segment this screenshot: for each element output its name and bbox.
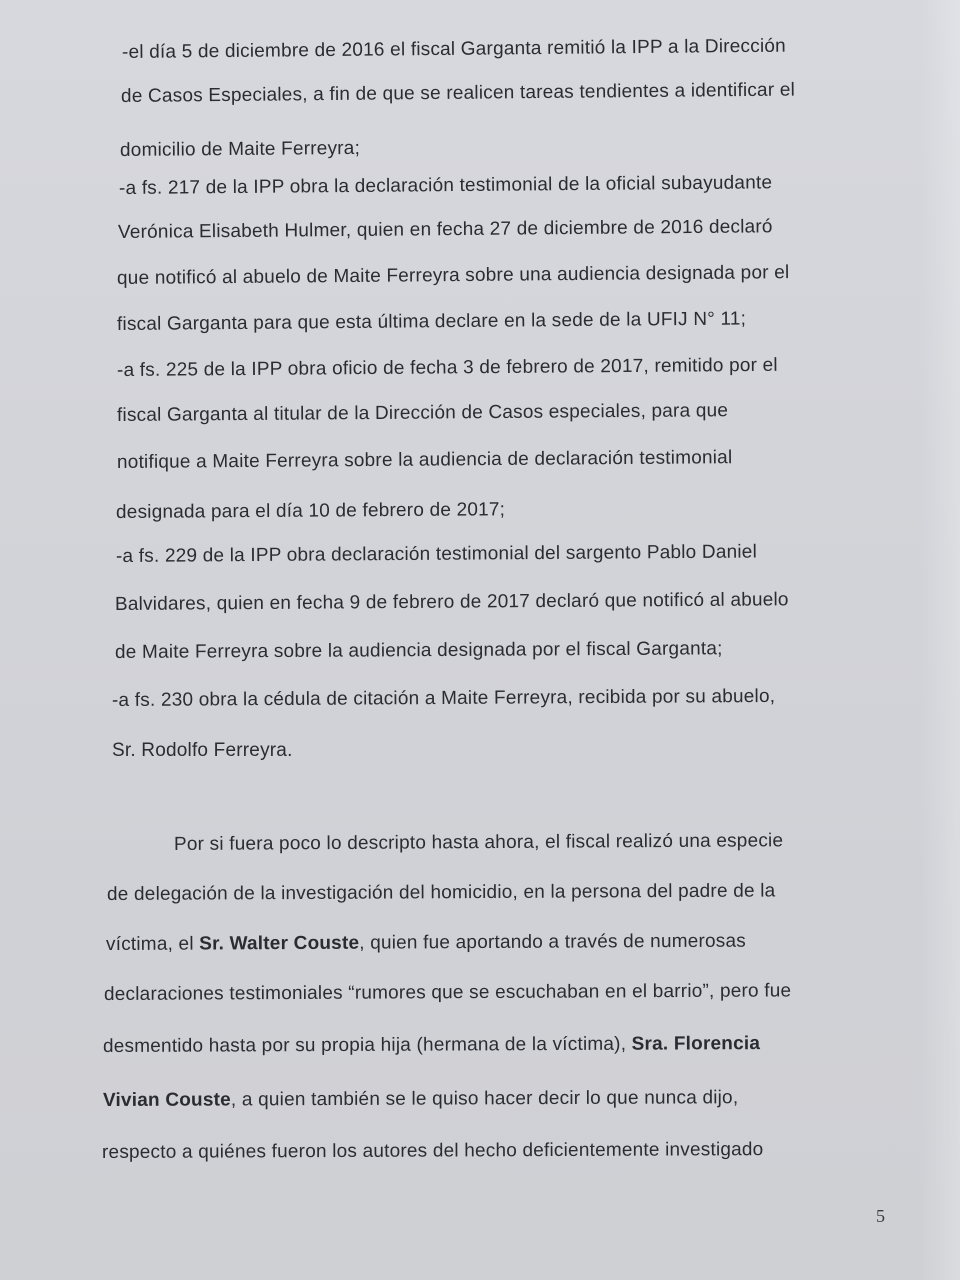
list-item-4-line-1: -a fs. 229 de la IPP obra declaración testimonial del sargento Pablo Daniel bbox=[115, 541, 758, 567]
list-item-1-line-2: de Casos Especiales, a fin de que se realicen tareas tendientes a identificar el bbox=[120, 79, 796, 107]
list-item-2-line-3: que notificó al abuelo de Maite Ferreyra sobre una audiencia designada por el bbox=[116, 262, 790, 289]
list-item-1-line-1: -el día 5 de diciembre de 2016 el fiscal Garganta remitió la IPP a la Dirección bbox=[121, 35, 786, 63]
paragraph-line-6-after: , a quien también se le quiso hacer decir lo que nunca dijo, bbox=[230, 1087, 739, 1111]
list-item-3-line-1: -a fs. 225 de la IPP obra oficio de fecha 3 de febrero de 2017, remitido por el bbox=[116, 354, 778, 381]
paragraph-line-3-after: , quien fue aportando a través de numerosas bbox=[359, 930, 747, 954]
list-item-4-line-2: Balvidares, quien en fecha 9 de febrero de 2017 declaró que notificó al abuelo bbox=[114, 589, 789, 615]
list-item-3-line-4: designada para el día 10 de febrero de 2017; bbox=[115, 499, 506, 523]
paragraph-line-5-before: desmentido hasta por su propia hija (hermana de la víctima), bbox=[102, 1033, 632, 1057]
paragraph-line-4: declaraciones testimoniales “rumores que se escuchaban en el barrio”, pero fue bbox=[103, 980, 792, 1005]
list-item-2-line-1: -a fs. 217 de la IPP obra la declaración testimonial de la oficial subayudante bbox=[118, 172, 773, 199]
paragraph-line-3-before: víctima, el bbox=[105, 933, 200, 955]
list-item-5-line-2: Sr. Rodolfo Ferreyra. bbox=[112, 740, 293, 761]
list-item-3-line-3: notifique a Maite Ferreyra sobre la audiencia de declaración testimonial bbox=[116, 447, 733, 473]
page-number: 5 bbox=[876, 1206, 886, 1226]
list-item-3-line-2: fiscal Garganta al titular de la Dirección de Casos especiales, para que bbox=[116, 400, 729, 426]
paragraph-line-7: respecto a quiénes fueron los autores del hecho deficientemente investigado bbox=[101, 1139, 764, 1163]
list-item-1-line-3: domicilio de Maite Ferreyra; bbox=[119, 137, 361, 161]
paragraph-line-5 bbox=[103, 1033, 760, 1058]
paragraph-line-3 bbox=[106, 931, 746, 956]
paragraph-line-1: Por si fuera poco lo descripto hasta ahora, el fiscal realizó una especie bbox=[173, 830, 784, 855]
paragraph-line-6 bbox=[103, 1087, 738, 1112]
florencia-name-part: Sra. Florencia bbox=[631, 1033, 761, 1055]
list-item-4-line-3: de Maite Ferreyra sobre la audiencia designada por el fiscal Garganta; bbox=[114, 638, 723, 663]
list-item-5-line-1: -a fs. 230 obra la cédula de citación a Maite Ferreyra, recibida por su abuelo, bbox=[111, 685, 776, 711]
paragraph-line-2: de delegación de la investigación del homicidio, en la persona del padre de la bbox=[106, 880, 776, 905]
list-item-2-line-4: fiscal Garganta para que esta última declare en la sede de la UFIJ N° 11; bbox=[116, 308, 747, 335]
walter-couste-name: Sr. Walter Couste bbox=[199, 932, 360, 955]
list-item-2-line-2: Verónica Elisabeth Hulmer, quien en fecha 27 de diciembre de 2016 declaró bbox=[117, 216, 773, 243]
vivian-couste-name: Vivian Couste bbox=[102, 1089, 231, 1111]
